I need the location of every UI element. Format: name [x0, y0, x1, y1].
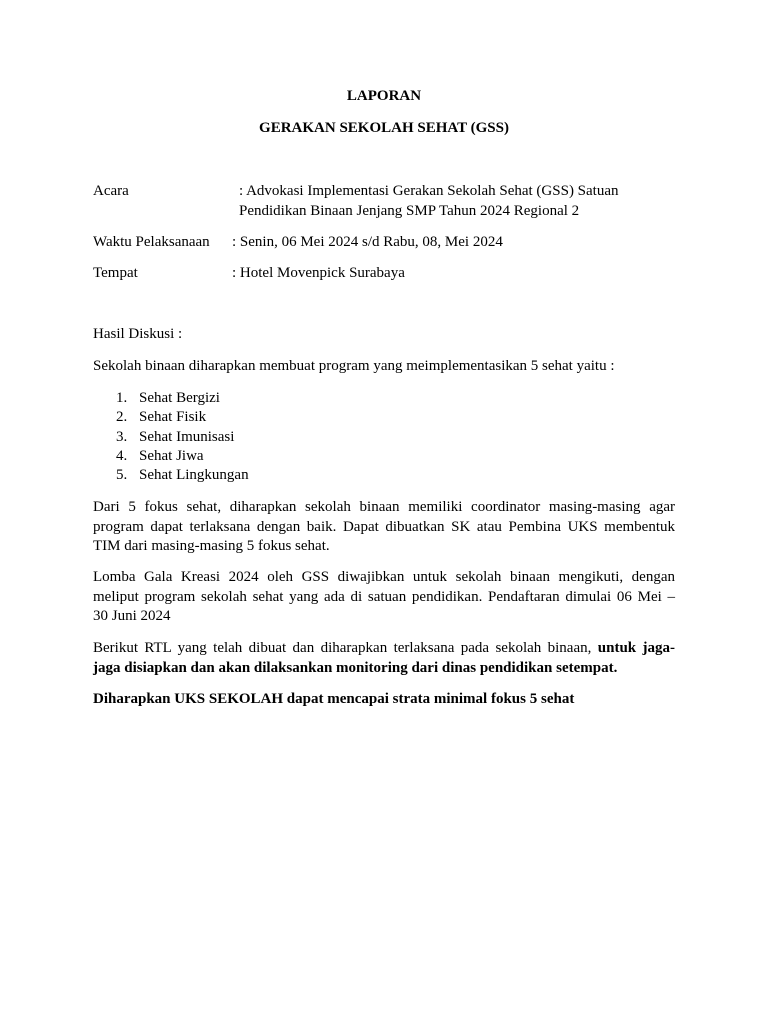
list-text: Sehat Imunisasi — [139, 428, 235, 445]
paragraph-line: Lomba Gala Kreasi 2024 oleh GSS diwajibkan untuk sekolah binaan mengikuti, dengan — [93, 569, 675, 585]
paragraph-line — [93, 639, 675, 659]
paragraph-coordinator — [93, 498, 675, 557]
list-item — [116, 408, 249, 427]
report-title: LAPORAN — [346, 88, 422, 104]
paragraph-line: TIM dari masing-masing 5 fokus sehat. — [93, 538, 330, 554]
list-item — [116, 389, 249, 408]
list-text: Sehat Jiwa — [139, 447, 204, 464]
paragraph-rtl — [93, 639, 675, 678]
list-item — [116, 466, 249, 485]
paragraph-text: Berikut RTL yang telah dibuat dan diharapkan terlaksana pada sekolah binaan, — [93, 640, 598, 656]
acara-value-line: Pendidikan Binaan Jenjang SMP Tahun 2024 Regional 2 — [239, 203, 580, 219]
list-number: 1. — [116, 390, 128, 406]
acara-value — [239, 181, 619, 221]
list-number: 2. — [116, 409, 128, 426]
five-health-list — [116, 389, 249, 485]
paragraph-line: program dapat terlaksana dengan baik. Dapat dibuatkan SK atau Pembina UKS membentuk — [93, 518, 675, 535]
paragraph-closing: Diharapkan UKS SEKOLAH dapat mencapai strata minimal fokus 5 sehat — [93, 691, 575, 707]
paragraph-bold-line: jaga disiapkan dan akan dilaksankan monitoring dari dinas pendidikan setempat. — [93, 659, 618, 676]
hasil-heading: Hasil Diskusi : — [93, 326, 183, 342]
list-number: 5. — [116, 467, 128, 484]
list-item — [116, 428, 249, 447]
list-number: 4. — [116, 447, 128, 464]
list-text: Sehat Lingkungan — [139, 467, 249, 484]
list-item — [116, 447, 249, 466]
paragraph-line: meliput program sekolah sehat yang ada di satuan pendidikan. Pendaftaran dimulai 06 Mei – — [93, 588, 675, 605]
acara-value-line: : Advokasi Implementasi Gerakan Sekolah Sehat (GSS) Satuan — [239, 183, 619, 199]
acara-label: Acara — [93, 183, 129, 199]
tempat-value: : Hotel Movenpick Surabaya — [232, 265, 405, 281]
report-subtitle: GERAKAN SEKOLAH SEHAT (GSS) — [259, 120, 509, 136]
tempat-label: Tempat — [93, 265, 138, 281]
list-text: Sehat Fisik — [139, 409, 207, 426]
hasil-intro: Sekolah binaan diharapkan membuat program yang meimplementasikan 5 sehat yaitu : — [93, 358, 615, 374]
paragraph-lomba — [93, 568, 675, 627]
waktu-label: Waktu Pelaksanaan — [93, 234, 210, 250]
paragraph-line: Dari 5 fokus sehat, diharapkan sekolah binaan memiliki coordinator masing-masing agar — [93, 499, 675, 515]
paragraph-line: 30 Juni 2024 — [93, 608, 171, 624]
paragraph-bold-text: untuk jaga- — [597, 640, 675, 656]
waktu-value: : Senin, 06 Mei 2024 s/d Rabu, 08, Mei 2024 — [232, 234, 503, 250]
list-number: 3. — [116, 428, 128, 445]
list-text: Sehat Bergizi — [139, 390, 220, 406]
